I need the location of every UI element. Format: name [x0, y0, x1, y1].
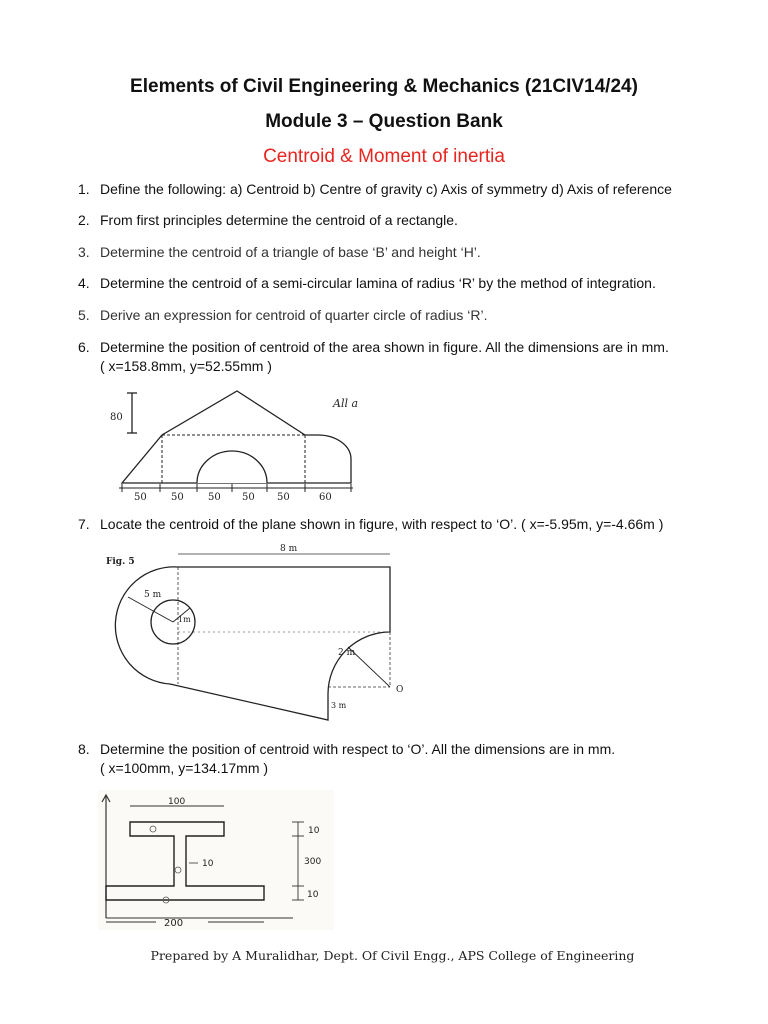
- base-label-6: 60: [319, 492, 332, 503]
- question-6: [78, 338, 733, 376]
- question-answer: ( x=100mm, y=134.17mm ): [100, 760, 269, 776]
- question-5: [78, 306, 733, 325]
- figure-note: All a: [333, 397, 359, 410]
- base-label-5: 50: [277, 492, 290, 503]
- question-text: Determine the centroid of a semi-circular lamina of radius ‘R’ by the method of integration.: [100, 275, 656, 291]
- footer-credit: Prepared by A Muralidhar, Dept. Of Civil Engg., APS College of Engineering: [150, 948, 635, 963]
- question-number: 5.: [78, 307, 90, 323]
- question-text: Determine the centroid of a triangle of base ‘B’ and height ‘H’.: [100, 244, 481, 260]
- question-text: Locate the centroid of the plane shown in figure, with respect to ‘O’. ( x=-5.95m, y=-4.66m ): [100, 516, 664, 532]
- question-number: 4.: [78, 275, 90, 291]
- figure-8-drawing: [98, 790, 334, 930]
- question-number: 2.: [78, 212, 90, 228]
- question-number: 1.: [78, 181, 90, 197]
- bottom-thickness-label: 10: [307, 890, 319, 900]
- question-number: 6.: [78, 339, 90, 355]
- figure-6-drawing: [105, 385, 360, 503]
- outer-radius-label: 5 m: [144, 590, 162, 600]
- base-label-2: 50: [171, 492, 184, 503]
- question-number: 3.: [78, 244, 90, 260]
- web-thickness-label: 10: [202, 859, 214, 869]
- question-answer: ( x=158.8mm, y=52.55mm ): [100, 358, 272, 374]
- question-7: [78, 515, 733, 534]
- question-3: [78, 243, 733, 262]
- question-text: From first principles determine the centroid of a rectangle.: [100, 212, 458, 228]
- height-label: 80: [110, 412, 123, 423]
- base-label-4: 50: [242, 492, 255, 503]
- figure-8: [98, 790, 334, 930]
- figure-caption: Fig. 5: [106, 557, 135, 567]
- width-label: 8 m: [280, 544, 298, 554]
- question-2: [78, 211, 733, 230]
- quarter-radius-label: 2 m: [338, 648, 356, 658]
- question-8: [78, 740, 733, 778]
- question-text: Derive an expression for centroid of quarter circle of radius ‘R’.: [100, 307, 488, 323]
- question-4: [78, 274, 733, 293]
- top-width-label: 100: [168, 797, 186, 807]
- question-text: Determine the position of centroid with respect to ‘O’. All the dimensions are in mm.: [100, 741, 616, 757]
- flange-thickness-label: 10: [308, 826, 320, 836]
- inner-radius-label: 1m: [178, 615, 191, 624]
- base-label-3: 50: [208, 492, 221, 503]
- question-number: 7.: [78, 516, 90, 532]
- document-title: Elements of Civil Engineering & Mechanics (21CIV14/24): [130, 76, 638, 97]
- base-label-1: 50: [134, 492, 147, 503]
- figure-7: [100, 542, 412, 732]
- module-title: Module 3 – Question Bank: [265, 111, 503, 132]
- topic-subtitle: Centroid & Moment of inertia: [263, 146, 505, 167]
- figure-7-drawing: [100, 542, 412, 732]
- question-1: [78, 180, 733, 199]
- origin-label: O: [396, 685, 404, 695]
- question-number: 8.: [78, 741, 90, 757]
- base-width-label: 200: [164, 918, 184, 929]
- figure-6: [105, 385, 360, 503]
- question-text: Determine the position of centroid of the area shown in figure. All the dimensions are in mm.: [100, 339, 669, 355]
- depth-label: 3 m: [331, 701, 347, 710]
- question-text: Define the following: a) Centroid b) Centre of gravity c) Axis of symmetry d) Axis of reference: [100, 181, 672, 197]
- web-height-label: 300: [304, 857, 322, 867]
